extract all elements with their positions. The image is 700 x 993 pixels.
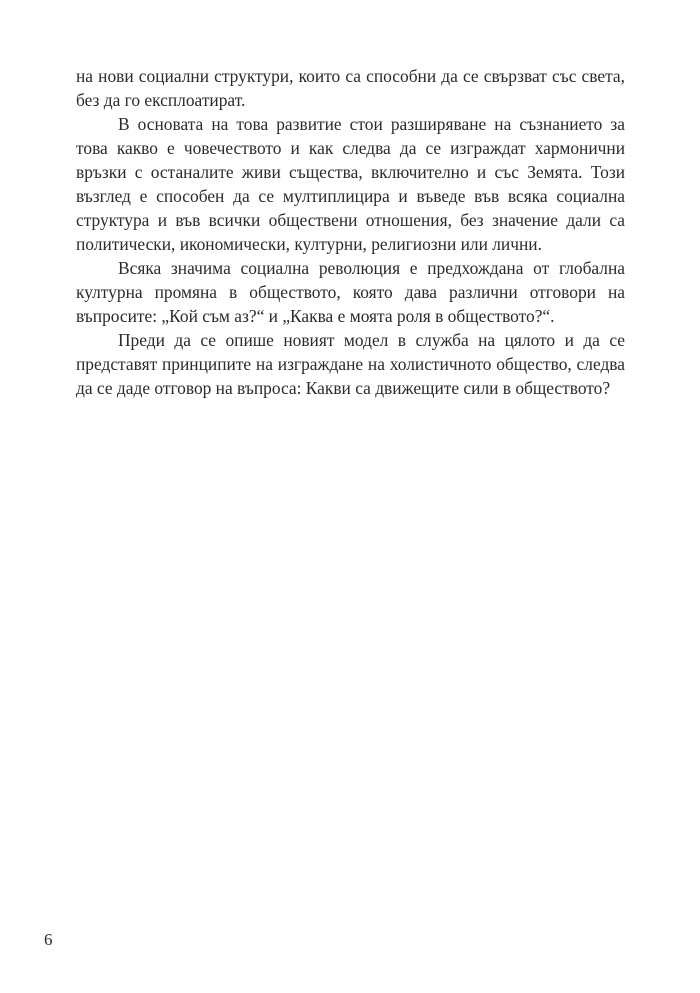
paragraph-driving-forces: Преди да се опише новият модел в служба на цялото и да се представят принципите на изграждане на холистичното общество, следва да се даде отговор на въпроса: Какви са движещите сили в обществото? [76, 330, 625, 398]
paragraph-consciousness: В основата на това развитие стои разширяване на съзнанието за това какво е човечеството и как следва да се изграждат хармонични връзки с останалите живи същества, включително и със Земята. Този възглед е способен да се мултиплицира и въведе във всяка социална структура и във всички обществени отношения, без значение дали са политически, икономически, културни, религиозни или лични. [76, 114, 625, 254]
body-text [76, 64, 625, 400]
paragraph-revolution: Всяка значима социална революция е предхождана от глобална културна промяна в обществото, която дава различни отговори на въпросите: „Кой съм аз?“ и „Каква е моята роля в обществото?“. [76, 258, 625, 326]
page-number: 6 [44, 930, 53, 949]
paragraph-continuation: на нови социални структури, които са способни да се свързват със света, без да го експлоатират. [76, 66, 625, 110]
